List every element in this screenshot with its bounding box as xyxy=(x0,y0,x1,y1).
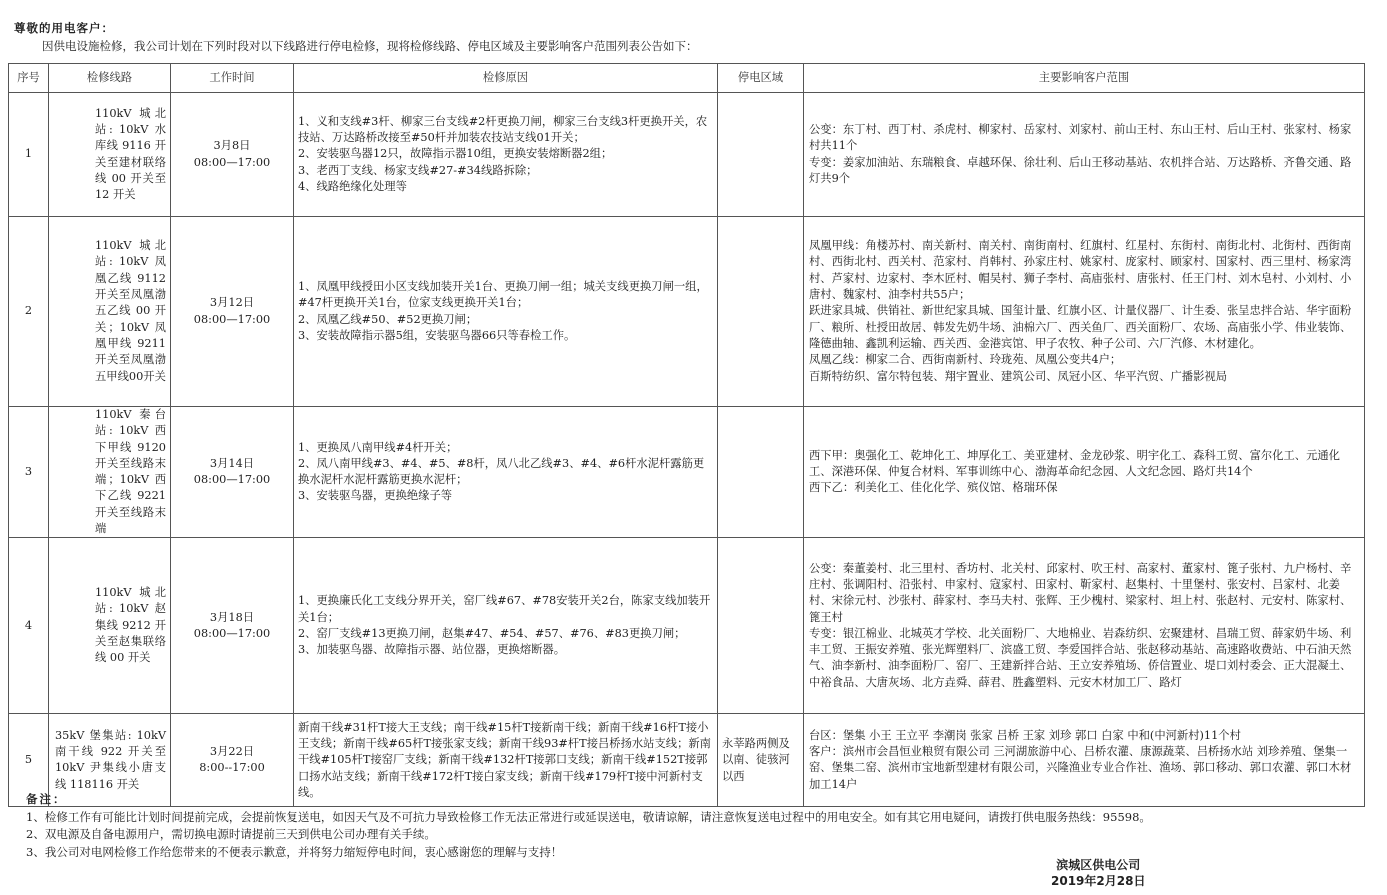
row-scope: 西下甲：奥强化工、乾坤化工、坤厚化工、美亚建材、金龙砂浆、明宇化工、森科工贸、富尔化工、元通化工、深港环保、仲复合材料、军事训练中心、渤海革命纪念园、人文纪念园、路灯共14个 西下乙：利美化工、佳化化学、殡仪馆、格瑞环保 xyxy=(804,407,1365,538)
header-area: 停电区域 xyxy=(718,64,804,93)
row-reason: 1、义和支线#3杆、柳家三台支线#2杆更换刀闸，柳家三台支线3杆更换开关，农技站、万达路桥改接至#50杆并加装农技站支线01开关； 2、安装驱鸟器12只，故障指示器10组，更换安装熔断器2组； 3、老西丁支线、杨家支线#27-#34线路拆除； 4、线路绝缘化处理等 xyxy=(294,93,718,217)
notes-title: 备注： xyxy=(26,792,67,806)
row-no: 3 xyxy=(9,407,49,538)
row-date: 3月14日 xyxy=(209,456,255,470)
row-hours: 08:00—17:00 xyxy=(193,155,271,169)
row-scope: 公变：东丁村、西丁村、杀虎村、柳家村、岳家村、刘家村、前山王村、东山王村、后山王村、张家村、杨家村共11个 专变：姜家加油站、东瑞粮食、卓越环保、徐壮利、后山王移动基站、农机拌合站、万达路桥、齐鲁交通、路灯共9个 xyxy=(804,93,1365,217)
outage-table xyxy=(8,63,1365,807)
row-time xyxy=(171,217,294,407)
header-no: 序号 xyxy=(9,64,49,93)
row-area xyxy=(718,93,804,217)
row-scope: 台区：堡集 小王 王立平 李潮岗 张家 吕桥 王家 刘珍 郭口 白家 中和(中河新村)11个村 客户：滨州市会昌恒业粮贸有限公司 三河湖旅游中心、吕桥农灌、康源蔬菜、吕桥扬水站 刘珍养殖、堡集一窑、堡集二窑、滨州市宝地新型建材有限公司，兴隆渔业专业合作社、渔场、郭口移动、郭口农灌、郭口木材加工14户 xyxy=(804,714,1365,807)
note-item: 2、双电源及自备电源用户，需切换电源时请提前三天到供电公司办理有关手续。 xyxy=(26,827,436,841)
note-item: 1、检修工作有可能比计划时间提前完成，会提前恢复送电，如因天气及不可抗力导致检修工作无法正常进行或延误送电，敬请谅解，请注意恢复送电过程中的用电安全。如有其它用电疑问，请拨打供电服务热线：95598。 xyxy=(26,809,1151,824)
row-area: 永莘路两侧及以南、徒骇河以西 xyxy=(718,714,804,807)
signature xyxy=(1051,857,1145,889)
table-row xyxy=(9,93,1365,217)
row-date: 3月8日 xyxy=(213,139,251,153)
row-hours: 08:00—17:00 xyxy=(193,312,271,326)
table-header-row xyxy=(9,64,1365,93)
signature-date: 2019年2月28日 xyxy=(1051,874,1146,888)
row-line: 35kV 堡集站: 10kV 南干线 922 开关至 10kV 尹集线小唐支线 118116 开关 xyxy=(49,714,171,807)
header-reason: 检修原因 xyxy=(294,64,718,93)
table-row xyxy=(9,217,1365,407)
notes xyxy=(26,791,1151,861)
row-hours: 08:00—17:00 xyxy=(193,626,271,640)
row-hours: 08:00—17:00 xyxy=(193,473,271,487)
note-item: 3、我公司对电网检修工作给您带来的不便表示歉意，并将努力缩短停电时间，衷心感谢您的理解与支持！ xyxy=(26,844,563,859)
row-date: 3月22日 xyxy=(209,745,255,759)
row-hours: 8:00--17:00 xyxy=(199,761,265,775)
row-time xyxy=(171,538,294,714)
row-no: 2 xyxy=(9,217,49,407)
row-line: 110kV 秦台站: 10kV 西下甲线 9120 开关至线路末端；10kV 西下乙线 9221 开关至线路末端 xyxy=(49,407,171,538)
row-reason: 1、更换廉氏化工支线分界开关，窑厂线#67、#78安装开关2台，陈家支线加装开关1台； 2、窑厂支线#13更换刀闸，赵集#47、#54、#57、#76、#83更换刀闸； 3、加装驱鸟器、故障指示器、站位器，更换熔断器。 xyxy=(294,538,718,714)
header-time: 工作时间 xyxy=(171,64,294,93)
row-date: 3月18日 xyxy=(209,610,255,624)
row-area xyxy=(718,538,804,714)
row-time xyxy=(171,407,294,538)
row-reason: 1、更换凤八南甲线#4杆开关； 2、凤八南甲线#3、#4、#5、#8杆，凤八北乙线#3、#4、#6杆水泥杆露筋更换水泥杆水泥杆露筋更换水泥杆； 3、安装驱鸟器，更换绝缘子等 xyxy=(294,407,718,538)
row-date: 3月12日 xyxy=(209,296,255,310)
row-scope: 公变：秦董姜村、北三里村、香坊村、北关村、邱家村、吹王村、高家村、董家村、篦子张村、九户杨村、辛庄村、张调阳村、沿张村、申家村、寇家村、田家村、靳家村、赵集村、十里堡村、张安村、吕家村、北姜村、宋徐元村、沙张村、薛家村、李马夫村、张辉、王少槐村、梁家村、坦上村、张赵村、元安村、陈家村、篦王村 专变：银江棉业、北城英才学校、北关面粉厂、大地棉业、岩森纺织、宏聚建材、昌瑞工贸、薛家奶牛场、利丰工贸、王振安养殖、张光辉塑料厂、滨盛工贸、李爱国拌合站、张赵移动基站、高速路收费站、中石油天然气、油李新村、油李面粉厂、窑厂、王建新拌合站、王立安养殖场、侨信置业、堤口刘村委会、正大混凝土、中裕食品、大唐灰场、北方垚舜、薛君、胜鑫塑料、元安木材加工厂、路灯 xyxy=(804,538,1365,714)
row-reason: 1、凤凰甲线授田小区支线加装开关1台、更换刀闸一组；城关支线更换刀闸一组，#47杆更换开关1台，位家支线更换开关1台； 2、凤凰乙线#50、#52更换刀闸； 3、安装故障指示器5组，安装驱鸟器66只等春检工作。 xyxy=(294,217,718,407)
signature-company: 滨城区供电公司 xyxy=(1056,858,1141,872)
row-time xyxy=(171,93,294,217)
row-no: 4 xyxy=(9,538,49,714)
row-line: 110kV 城北站: 10kV 赵集线 9212 开关至赵集联络线 00 开关 xyxy=(49,538,171,714)
header-scope: 主要影响客户范围 xyxy=(804,64,1365,93)
intro-text: 因供电设施检修，我公司计划在下列时段对以下线路进行停电检修，现将检修线路、停电区域及主要影响客户范围列表公告如下： xyxy=(42,39,698,53)
header-line: 检修线路 xyxy=(49,64,171,93)
row-no: 1 xyxy=(9,93,49,217)
row-reason: 新南干线#31杆T接大王支线；南干线#15杆T接新南干线；新南干线#16杆T接小王支线；新南干线#65杆T接张家支线；新南干线93#杆T接吕桥扬水站支线；新南干线#105杆T接窑厂支线；新南干线#132杆T接郭口支线；新南干线#152T接郭口扬水站支线；新南干线#172杆T接白家支线；新南干线#179杆T接中河新村支线。 xyxy=(294,714,718,807)
greeting: 尊敬的用电客户： xyxy=(14,21,114,35)
row-area xyxy=(718,217,804,407)
row-line: 110kV 城北站: 10kV 水库线 9116 开关至建材联络线 00 开关至 12 开关 xyxy=(49,93,171,217)
row-area xyxy=(718,407,804,538)
row-line: 110kV 城北站: 10kV 凤凰乙线 9112 开关至凤凰渤五乙线 00 开关；10kV 凤凰甲线 9211 开关至凤凰渤五甲线00开关 xyxy=(49,217,171,407)
table-row xyxy=(9,538,1365,714)
table-row xyxy=(9,407,1365,538)
row-scope: 凤凰甲线：角楼苏村、南关新村、南关村、南街南村、红旗村、红星村、东街村、南街北村、北街村、西街南村、西街北村、西关村、范家村、肖韩村、孙家庄村、姚家村、庞家村、顾家村、国家村、西三里村、杨家湾村、芦家村、边家村、李木匠村、帽吴村、狮子李村、高庙张村、唐张村、任王门村、刘木皂村、小刘村、小唐村、魏家村、油李村共55户； 跃进家具城、供销社、新世纪家具城、国玺计量、红旗小区、计量仪器厂、计生委、张呈忠拌合站、华宇面粉厂、粮所、杜授田故居、韩发先奶牛场、油棉六厂、西关鱼厂、西关面粉厂、农场、高庙张小学、伟业装饰、隆德曲轴、鑫凯利运输、西关西、金港宾馆、甲子农牧、种子公司、六厂汽修、木材建化。 凤凰乙线：柳家二合、西街南新村、玲珑苑、凤凰公变共4户； 百斯特纺织、富尔特包装、翔宇置业、建筑公司、凤冠小区、华平汽贸、广播影视局 xyxy=(804,217,1365,407)
row-no: 5 xyxy=(9,714,49,807)
